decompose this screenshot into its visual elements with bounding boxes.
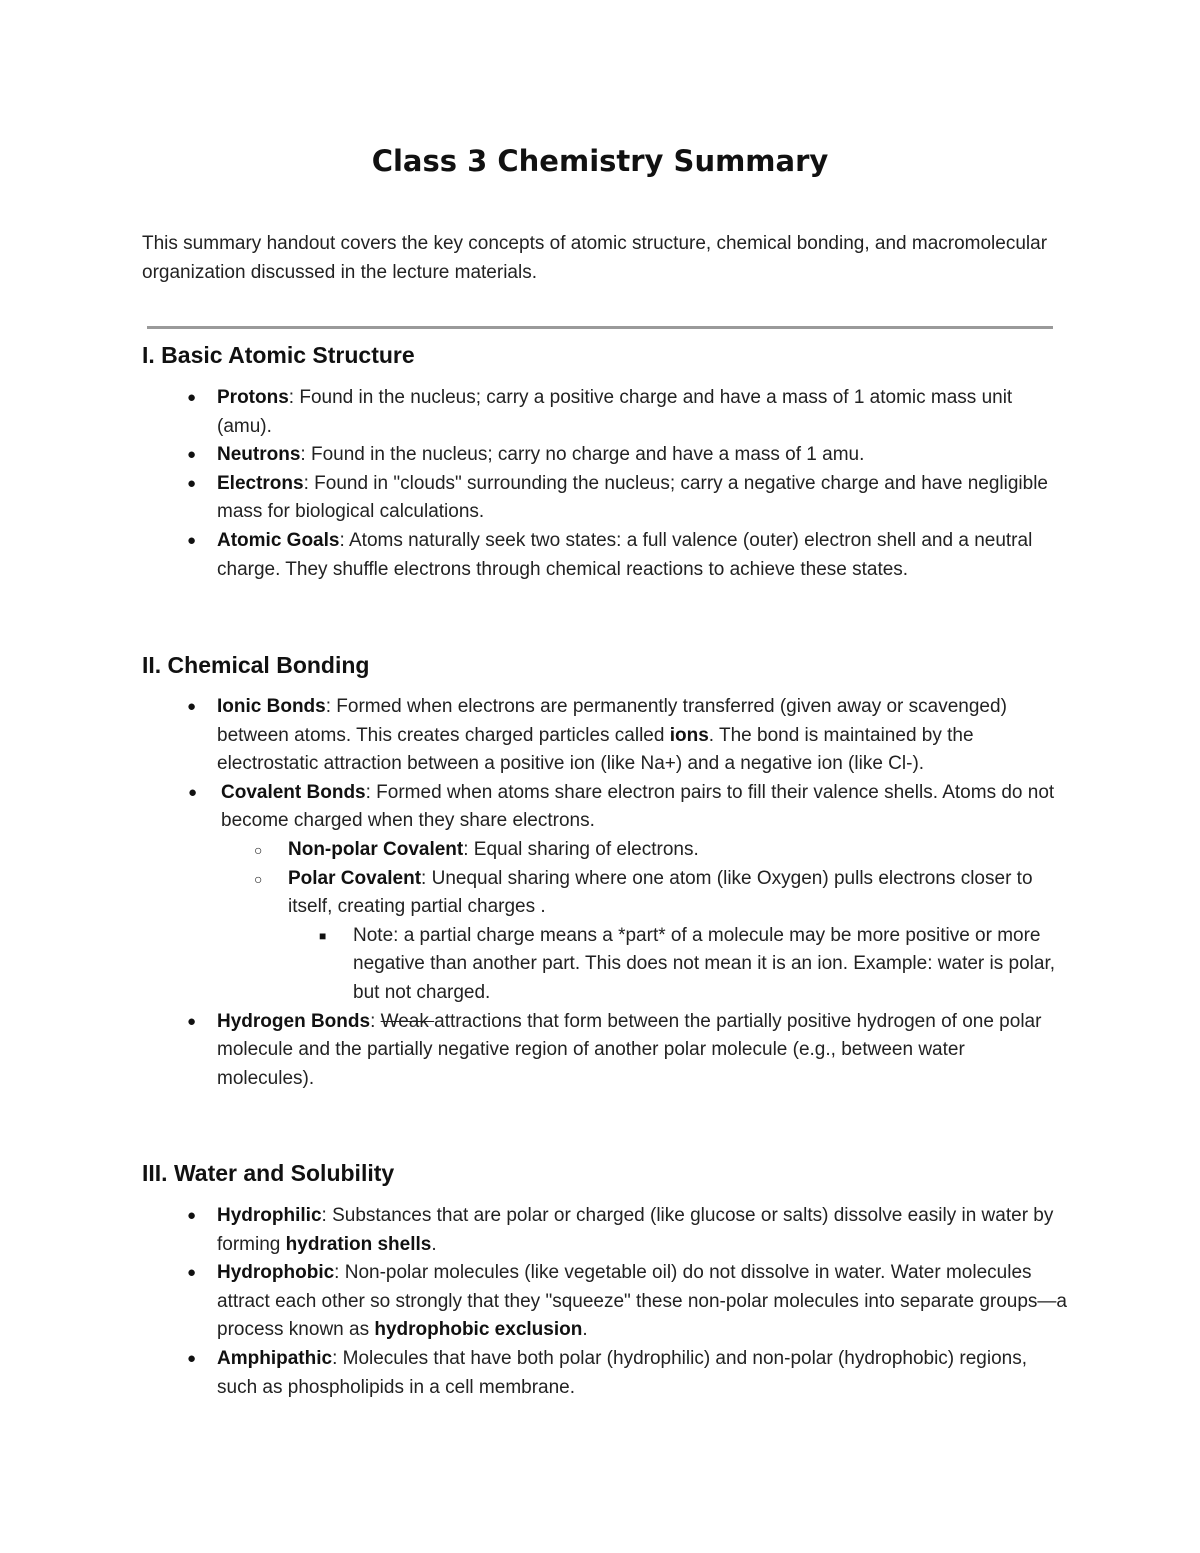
term-hydrophobic-exclusion: hydrophobic exclusion xyxy=(374,1319,583,1341)
definition-electrons: : Found in "clouds" surrounding the nucleus; carry a negative charge and have negligible mass for biological calculations. xyxy=(217,472,1048,523)
term-atomic-goals: Atomic Goals xyxy=(217,529,340,551)
definition-amphipathic: : Molecules that have both polar (hydrophilic) and non-polar (hydrophobic) regions, such as phospholipids in a cell membrane. xyxy=(217,1347,1028,1398)
section-heading-chemical-bonding: II. Chemical Bonding xyxy=(142,652,370,678)
list-item-hydrophilic xyxy=(187,1202,1067,1259)
term-hydrogen-bonds: Hydrogen Bonds xyxy=(217,1010,371,1032)
definition-hydrophobic-part1: : Non-polar molecules (like vegetable oil) do not dissolve in water. Water molecules attract each other so strongly that they "squeeze" these non-polar molecules into separate groups—a process known as xyxy=(217,1262,1067,1341)
term-electrons: Electrons xyxy=(217,472,304,494)
struck-word: Weak xyxy=(380,1010,435,1032)
definition-non-polar-covalent: : Equal sharing of electrons. xyxy=(463,838,699,860)
term-amphipathic: Amphipathic xyxy=(217,1347,333,1369)
definition-hydrogen-bonds: attractions that form between the partially positive hydrogen of one polar molecule and the partially negative region of another polar molecule (e.g., between water molecules). xyxy=(217,1010,1042,1089)
list-item-hydrogen-bonds xyxy=(187,1008,1067,1094)
definition-ionic-bonds-part2: . The bond is maintained by the electrostatic attraction between a positive ion (like Na+) and a negative ion (like Cl-). xyxy=(217,724,974,775)
definition-polar-covalent: : Unequal sharing where one atom (like Oxygen) pulls electrons closer to itself, creating partial charges . xyxy=(288,867,1033,918)
bullet-icon: ● xyxy=(187,531,197,549)
definition-neutrons: : Found in the nucleus; carry no charge and have a mass of 1 amu. xyxy=(300,444,865,466)
intro-paragraph: This summary handout covers the key concepts of atomic structure, chemical bonding, and macromolecular organization discussed in the lecture materials. xyxy=(142,233,1048,283)
list-item-protons xyxy=(187,384,1067,441)
page-title: Class 3 Chemistry Summary xyxy=(371,144,829,178)
section-heading-basic-atomic-structure: I. Basic Atomic Structure xyxy=(142,342,415,368)
list-basic-atomic-structure xyxy=(187,384,1067,584)
term-hydrophobic: Hydrophobic xyxy=(217,1262,335,1284)
list-item-hydrophobic xyxy=(187,1259,1067,1345)
square-bullet-icon: ■ xyxy=(319,928,327,943)
definition-hydrophilic-part2: . xyxy=(431,1233,437,1255)
list-item-ionic-bonds xyxy=(187,693,1067,779)
circle-bullet-icon: ○ xyxy=(254,841,263,858)
list-item-amphipathic xyxy=(187,1345,1067,1402)
bullet-icon: ● xyxy=(187,1012,197,1030)
bullet-icon: ● xyxy=(187,1264,197,1282)
list-chemical-bonding xyxy=(187,693,1067,1093)
definition-atomic-goals: : Atoms naturally seek two states: a full valence (outer) electron shell and a neutral charge. They shuffle electrons through chemical reactions to achieve these states. xyxy=(217,529,1033,580)
definition-hydrophobic-part2: . xyxy=(582,1319,588,1341)
list-water-and-solubility xyxy=(187,1202,1067,1402)
bullet-icon: ● xyxy=(187,698,197,715)
list-item-electrons xyxy=(187,470,1067,527)
definition-protons: : Found in the nucleus; carry a positive charge and have a mass of 1 atomic mass unit (amu). xyxy=(217,387,1013,437)
bullet-icon: ● xyxy=(187,1349,197,1367)
term-non-polar-covalent: Non-polar Covalent xyxy=(288,838,464,860)
term-neutrons: Neutrons xyxy=(217,444,301,466)
bullet-icon: ● xyxy=(188,783,198,801)
sublist-item-partial-charge-note xyxy=(319,922,1067,1008)
bullet-icon: ● xyxy=(187,1207,197,1224)
definition-covalent-bonds: : Formed when atoms share electron pairs to fill their valence shells. Atoms do not become charged when they share electrons. xyxy=(221,781,1055,832)
bullet-icon: ● xyxy=(187,474,197,492)
sublist-item-non-polar-covalent xyxy=(254,836,1067,865)
term-covalent-bonds: Covalent Bonds xyxy=(221,781,366,803)
sublist-item-polar-covalent xyxy=(254,865,1067,922)
term-ions: ions xyxy=(669,724,709,746)
list-item-covalent-bonds xyxy=(188,779,1067,836)
term-polar-covalent: Polar Covalent xyxy=(288,867,422,889)
horizontal-divider xyxy=(147,326,1053,329)
definition-hydrophilic-part1: : Substances that are polar or charged (like glucose or salts) dissolve easily in water by forming xyxy=(217,1205,1054,1255)
term-ionic-bonds: Ionic Bonds xyxy=(217,696,326,717)
section-heading-water-and-solubility: III. Water and Solubility xyxy=(142,1160,395,1186)
definition-ionic-bonds-part1: : Formed when electrons are permanently transferred (given away or scavenged) between atoms. This creates charged particles called xyxy=(217,696,1007,746)
separator: : xyxy=(370,1010,381,1032)
term-hydration-shells: hydration shells xyxy=(285,1233,432,1255)
circle-bullet-icon: ○ xyxy=(254,870,263,887)
list-item-neutrons xyxy=(187,441,1067,470)
bullet-icon: ● xyxy=(187,446,197,464)
term-hydrophilic: Hydrophilic xyxy=(217,1205,322,1226)
bullet-icon: ● xyxy=(187,389,197,406)
note-partial-charge: Note: a partial charge means a *part* of a molecule may be more positive or more negative than another part. This does not mean it is an ion. Example: water is polar, but not charged. xyxy=(353,924,1055,1003)
list-item-atomic-goals xyxy=(187,527,1067,584)
term-protons: Protons xyxy=(217,387,289,408)
